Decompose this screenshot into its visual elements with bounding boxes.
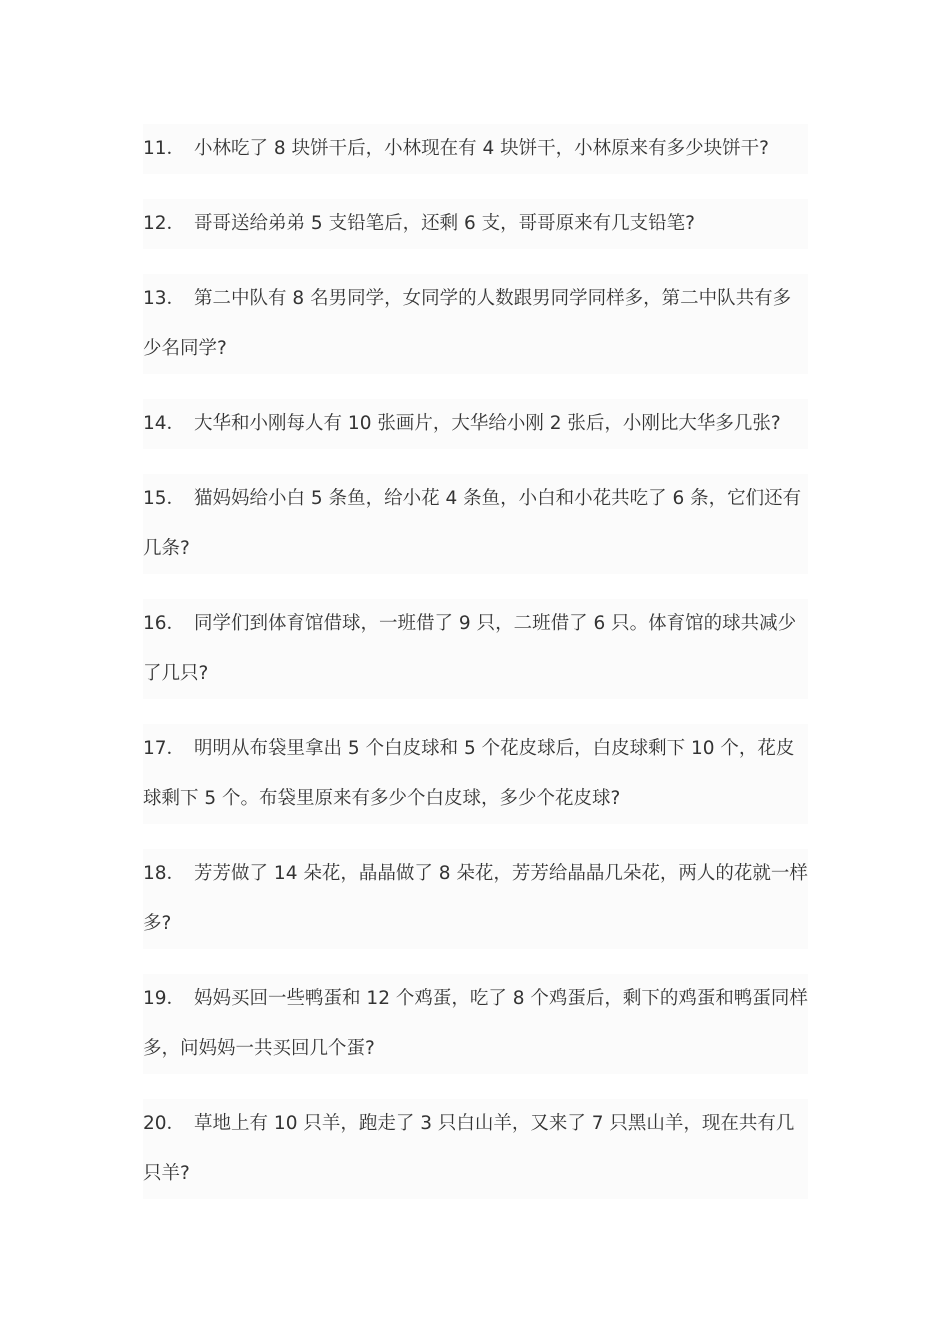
problem-number: 12． [143, 213, 186, 234]
problem-number: 11． [143, 138, 186, 159]
problem-text: 妈妈买回一些鸭蛋和 12 个鸡蛋，吃了 8 个鸡蛋后，剩下的鸡蛋和鸭蛋同样多，问妈妈一共买回几个蛋? [143, 988, 808, 1059]
problem-text: 同学们到体育馆借球，一班借了 9 只，二班借了 6 只。体育馆的球共减少了几只? [143, 613, 797, 684]
problem-text: 明明从布袋里拿出 5 个白皮球和 5 个花皮球后，白皮球剩下 10 个，花皮球剩下 5 个。布袋里原来有多少个白皮球，多少个花皮球? [143, 738, 795, 809]
problem-item [143, 724, 808, 824]
problem-list [143, 124, 808, 1224]
problem-item [143, 1099, 808, 1199]
problem-number: 20． [143, 1113, 186, 1134]
problem-item [143, 399, 808, 449]
problem-text: 小林吃了 8 块饼干后，小林现在有 4 块饼干，小林原来有多少块饼干? [194, 138, 769, 159]
problem-text: 第二中队有 8 名男同学，女同学的人数跟男同学同样多，第二中队共有多少名同学? [143, 288, 792, 359]
problem-text: 芳芳做了 14 朵花，晶晶做了 8 朵花，芳芳给晶晶几朵花，两人的花就一样多? [143, 863, 808, 934]
problem-text: 猫妈妈给小白 5 条鱼，给小花 4 条鱼，小白和小花共吃了 6 条，它们还有几条? [143, 488, 802, 559]
problem-number: 19． [143, 988, 186, 1009]
problem-item [143, 974, 808, 1074]
problem-number: 18． [143, 863, 186, 884]
problem-item [143, 124, 808, 174]
problem-text: 大华和小刚每人有 10 张画片，大华给小刚 2 张后，小刚比大华多几张? [194, 413, 781, 434]
problem-item [143, 274, 808, 374]
problem-number: 15． [143, 488, 186, 509]
problem-number: 17． [143, 738, 186, 759]
problem-text: 草地上有 10 只羊，跑走了 3 只白山羊，又来了 7 只黑山羊，现在共有几只羊? [143, 1113, 795, 1184]
problem-text: 哥哥送给弟弟 5 支铅笔后，还剩 6 支，哥哥原来有几支铅笔? [194, 213, 695, 234]
problem-number: 16． [143, 613, 186, 634]
problem-item [143, 199, 808, 249]
problem-number: 13． [143, 288, 186, 309]
problem-number: 14． [143, 413, 186, 434]
problem-item [143, 599, 808, 699]
problem-item [143, 474, 808, 574]
problem-item [143, 849, 808, 949]
